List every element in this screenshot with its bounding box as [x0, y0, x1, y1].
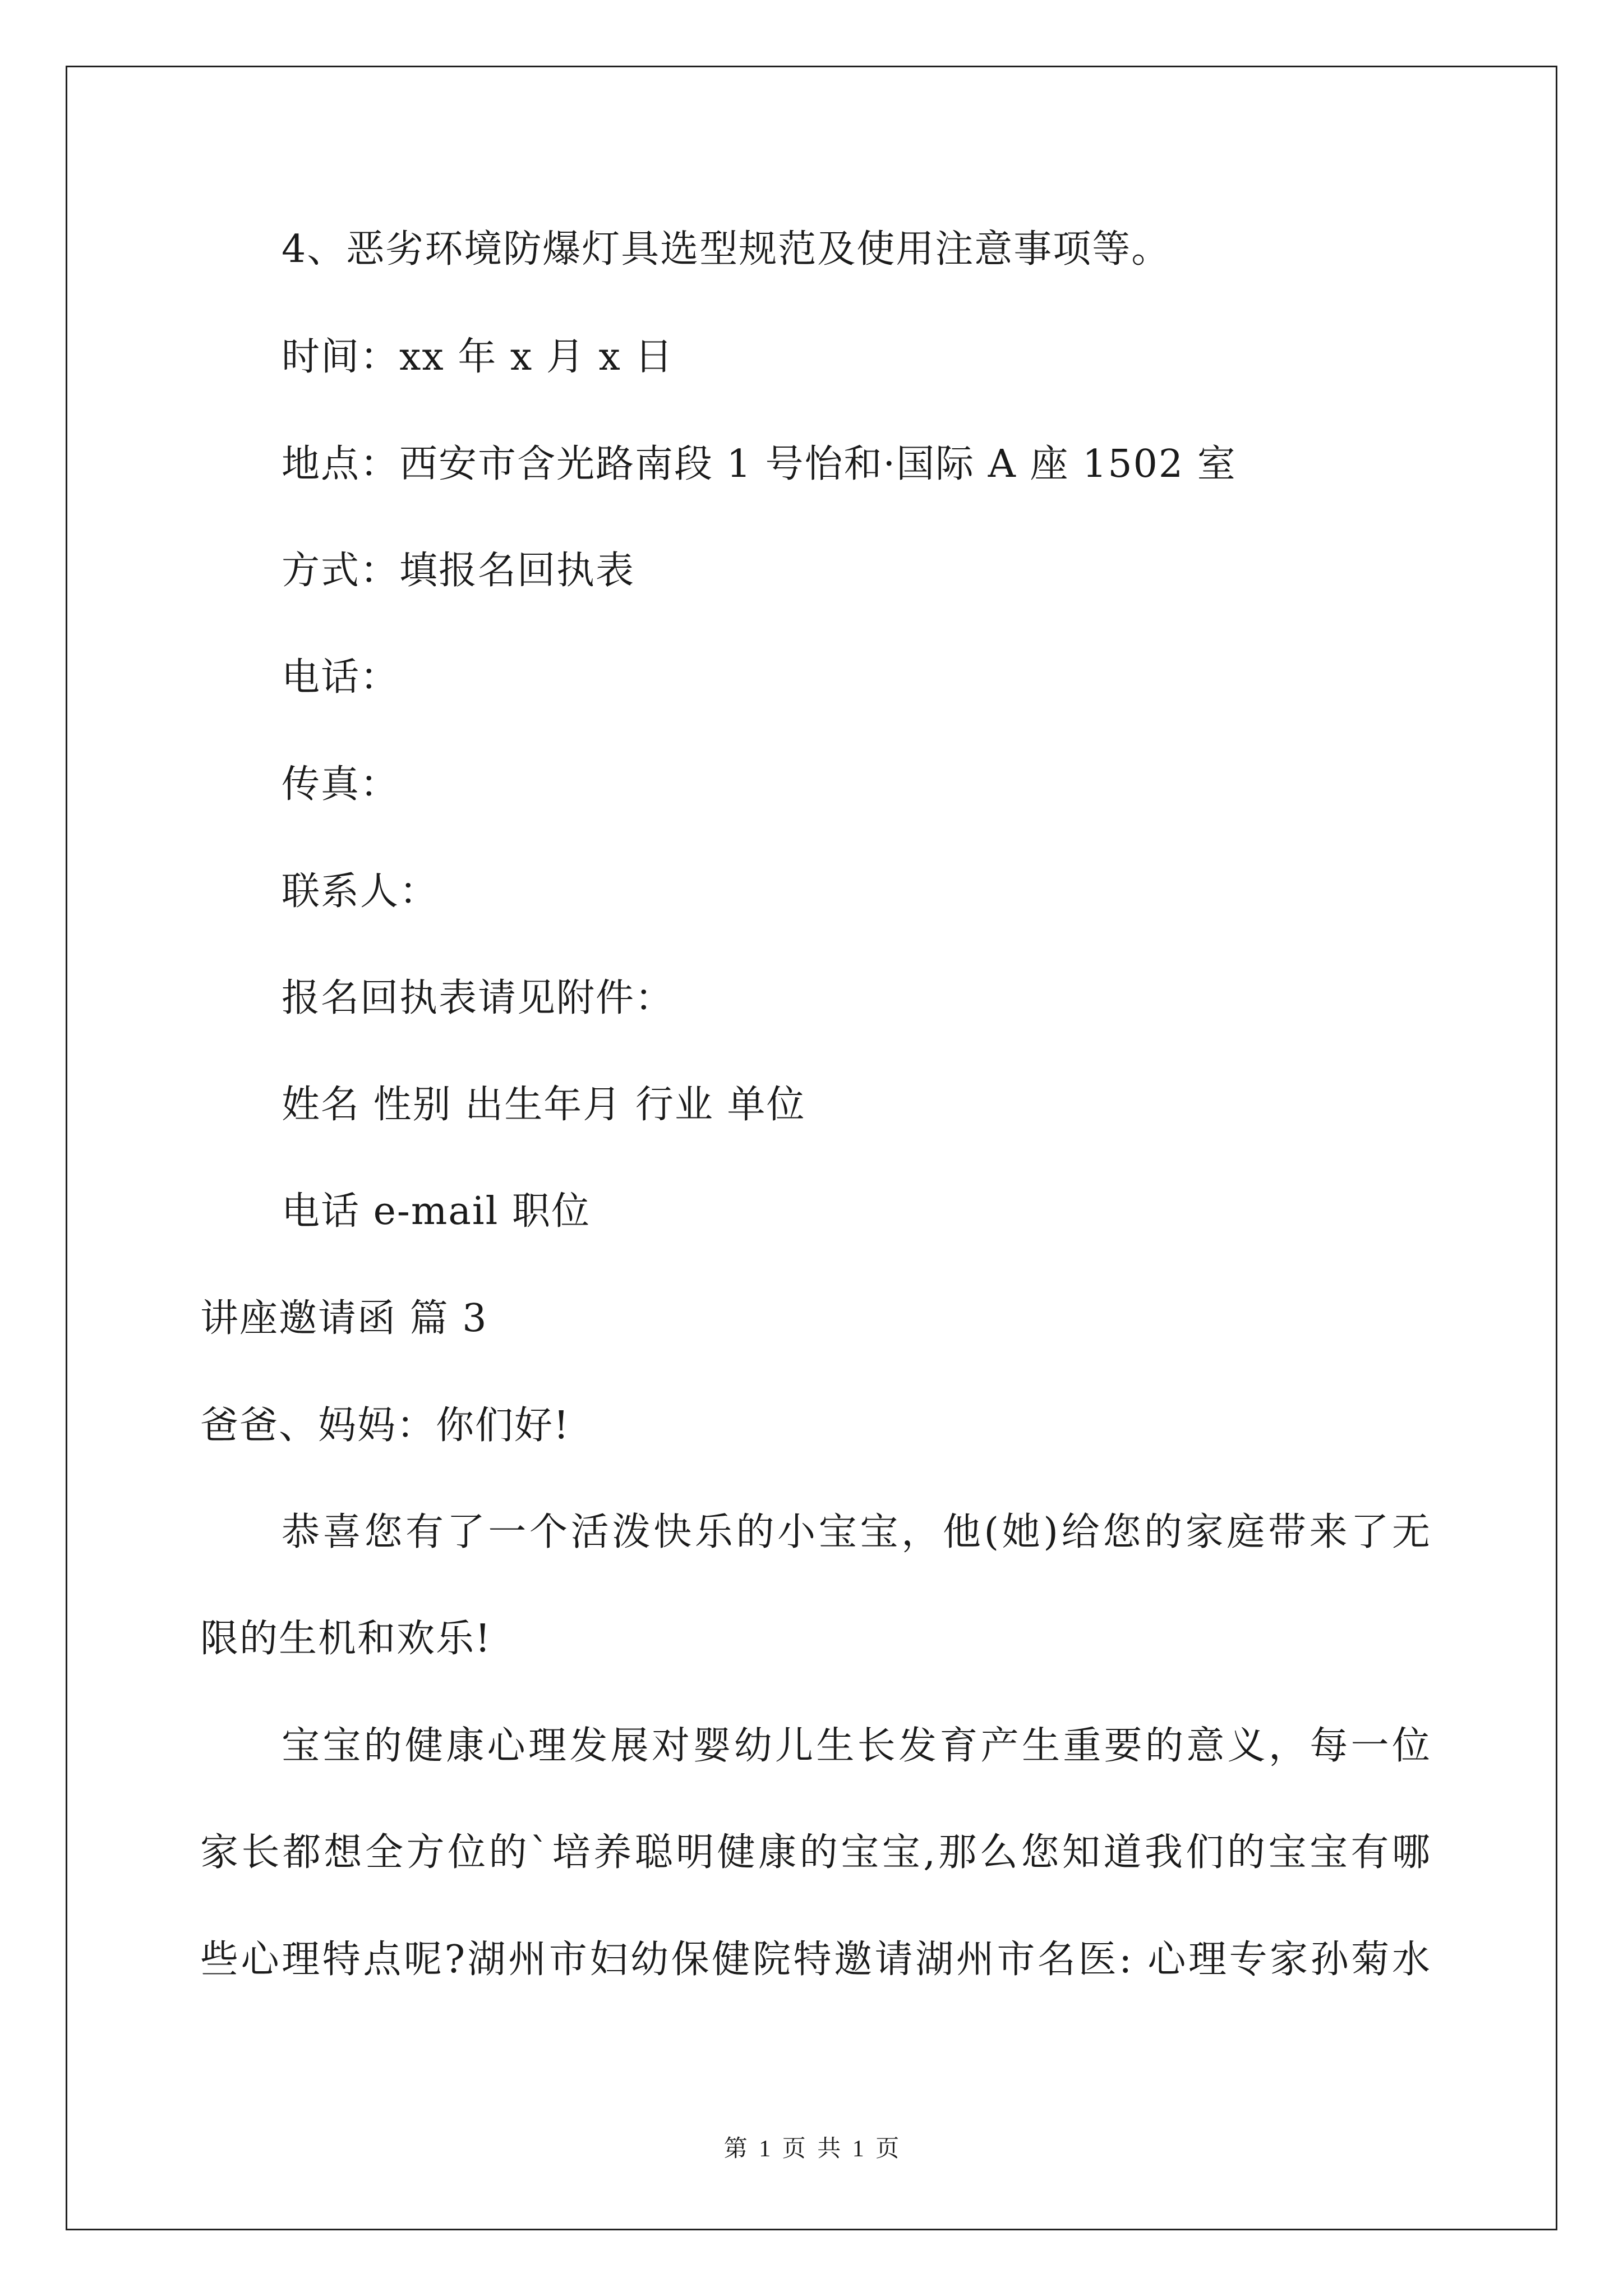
text-line-method: 方式：填报名回执表	[282, 549, 635, 593]
text-line-time: 时间：xx 年 x 月 x 日	[282, 335, 674, 379]
section-title: 讲座邀请函 篇 3	[200, 1296, 488, 1341]
paragraph-1-line-2: 限的生机和欢乐!	[200, 1617, 492, 1661]
text-line-fax: 传真：	[282, 762, 400, 807]
page-footer: 第 1 页 共 1 页	[723, 2136, 900, 2162]
text-line-contact: 联系人：	[282, 869, 439, 914]
text-line-form-fields-2: 电话 e-mail 职位	[282, 1189, 591, 1234]
text-line-location: 地点：西安市含光路南段 1 号怡和·国际 A 座 1502 室	[282, 442, 1237, 486]
salutation: 爸爸、妈妈：你们好!	[200, 1404, 570, 1448]
paragraph-1-line-1: 恭喜您有了一个活泼快乐的小宝宝，他(她)给您的家庭带来了无	[282, 1510, 1431, 1554]
text-line-form-fields-1: 姓名 性别 出生年月 行业 单位	[282, 1083, 806, 1127]
paragraph-2-line-1: 宝宝的健康心理发展对婴幼儿生长发育产生重要的意义，每一位	[282, 1724, 1431, 1768]
paragraph-2-line-2: 家长都想全方位的`培养聪明健康的宝宝,那么您知道我们的宝宝有哪	[200, 1830, 1431, 1875]
paragraph-2-line-3: 些心理特点呢?湖州市妇幼保健院特邀请湖州市名医: 心理专家孙菊水	[200, 1938, 1431, 1982]
text-line-phone: 电话：	[282, 655, 400, 700]
text-line-topic-4: 4、恶劣环境防爆灯具选型规范及使用注意事项等。	[282, 227, 1171, 272]
page-border	[66, 66, 1557, 2230]
text-line-attachment: 报名回执表请见附件：	[282, 976, 675, 1020]
